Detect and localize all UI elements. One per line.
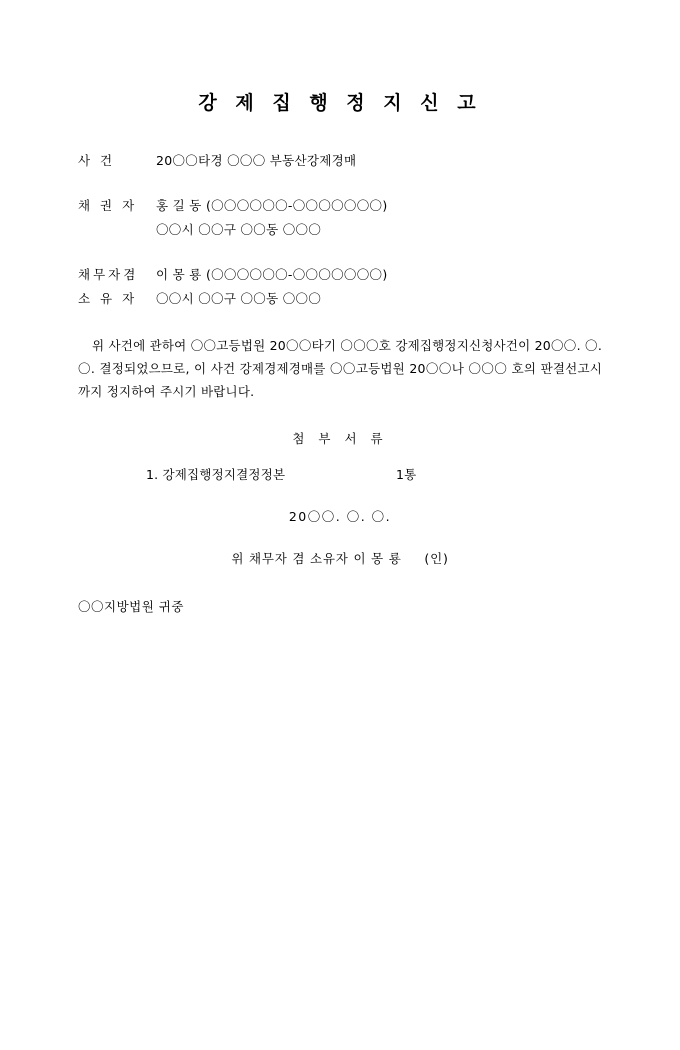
case-value: 20〇〇타경 〇〇〇 부동산강제경매: [156, 153, 357, 168]
attachment-name: 1. 강제집행정지결정정본: [146, 467, 286, 483]
court-line: 〇〇지방법원 귀중: [78, 599, 184, 615]
creditor-field-row: [78, 196, 602, 239]
debtor-value: 이 몽 룡 (〇〇〇〇〇〇-〇〇〇〇〇〇〇): [156, 267, 388, 283]
case-label: 사 건: [78, 153, 116, 168]
seal-mark: (인): [424, 551, 449, 567]
signature-text: 위 채무자 겸 소유자 이 몽 룡: [231, 551, 402, 567]
body-paragraph: 위 사건에 관하여 〇〇고등법원 20〇〇타기 〇〇〇호 강제집행정지신청사건이 20〇〇. 〇. 〇. 결정되었으므로, 이 사건 강제경제경매를 〇〇고등법원 20〇〇나 〇〇〇 호의 판결선고시까지 정지하여 주시기 바랍니다.: [78, 337, 602, 400]
debtor-field-row: [78, 265, 602, 284]
attachment-list: [78, 465, 602, 483]
page-title: 강 제 집 행 정 지 신 고: [198, 92, 482, 114]
attachment-quantity: 1통: [396, 467, 417, 483]
owner-label: 소 유 자: [78, 290, 138, 306]
creditor-address: 〇〇시 〇〇구 〇〇동 〇〇〇: [156, 221, 322, 237]
creditor-label: 채 권 자: [78, 198, 138, 214]
attachment-heading: 첨 부 서 류: [292, 431, 388, 447]
signature-line: [78, 549, 602, 567]
document-page: [0, 88, 680, 1050]
debtor-label: 채무자겸: [78, 267, 139, 283]
case-field-row: [78, 151, 602, 170]
creditor-value: 홍 길 동 (〇〇〇〇〇〇-〇〇〇〇〇〇〇): [156, 198, 388, 214]
list-item: [146, 465, 602, 483]
date-line: 20〇〇. 〇. 〇.: [288, 509, 392, 525]
owner-value: 〇〇시 〇〇구 〇〇동 〇〇〇: [156, 290, 322, 306]
owner-field-row: [78, 289, 602, 308]
